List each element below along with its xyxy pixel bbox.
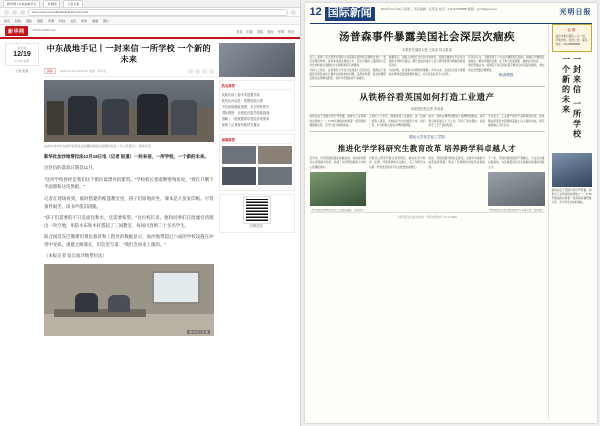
menu-icon[interactable]: [291, 10, 296, 15]
story2-column-group: [310, 115, 545, 128]
article-subbar: [44, 68, 214, 77]
bookmark-item[interactable]: 文化: [70, 18, 77, 23]
rail-video-box: [219, 134, 295, 191]
qr-code-icon: [244, 197, 270, 223]
newspaper-column: [429, 157, 486, 212]
photo-caption: 学院教师在实验室指导研究生开展实验。资料图片: [488, 208, 544, 212]
rail-qr-box: [219, 194, 295, 232]
site-nav-item[interactable]: 国际: [257, 29, 264, 34]
article-date: 12/19: [13, 51, 31, 58]
rail-thumb-row: [222, 146, 292, 164]
newspaper-paragraph: 舆论普遍认为，美国若不能正视并着手解决这些深层次痼疾，类似的社会悲剧恐难避免。: [468, 64, 545, 72]
share-group: [188, 69, 214, 74]
newspaper-body: [310, 24, 592, 419]
site-nav-item[interactable]: 财经: [267, 29, 274, 34]
story2-subtitle: 本报驻伦敦记者 李某某: [310, 106, 545, 115]
article-paragraph: （本报记者 发自加沙地带拉法）: [44, 253, 107, 259]
rail-qr-label: 扫码关注: [250, 224, 263, 229]
page-title: 中东战地手记丨一封来信 一所学校 一个新的未来: [46, 44, 211, 65]
newspaper-footer: 光明日报社出版 国内统一连续出版物号 CN 11-0026: [310, 212, 545, 219]
ad-box: [552, 24, 592, 52]
newspaper-header: [310, 7, 592, 24]
rail-list-item[interactable]: 图解｜一组数据看年度经济成绩单: [221, 117, 270, 122]
browser-tab[interactable]: 新华网 | 中东战地手记: [3, 0, 40, 7]
site-nav-item[interactable]: 首页: [236, 29, 243, 34]
masthead: 光明日报: [559, 9, 592, 16]
newspaper-pane: [301, 0, 600, 426]
newspaper-paragraph: 同时，学院加强导师队伍建设，完善学术诚信与质量监督机制，形成了导师组协同指导的新格局。: [428, 157, 485, 169]
bookmark-item[interactable]: 财经: [37, 18, 44, 23]
bottom-kicker: 湖北大学化学化工学院: [409, 135, 445, 140]
story2-headline: 从铁桥谷看英国如何打造工业遗产: [310, 86, 545, 103]
share-weibo-icon[interactable]: [188, 69, 193, 74]
share-link-icon[interactable]: [209, 69, 214, 74]
rail-thumb[interactable]: [222, 167, 256, 185]
newspaper-page: [305, 3, 597, 423]
vertical-headline: 一封来信 一所学校 一个新的未来: [561, 54, 582, 139]
sidebar-rail: [219, 43, 295, 336]
site-logo[interactable]: 新华网: [5, 26, 28, 36]
lead-headline: 汤普森事件暴露美国社会深层次痼疾: [339, 30, 515, 43]
rail-thumb[interactable]: [258, 167, 292, 185]
rail-list-item[interactable]: 中东局势最新进展：多方呼吁停火: [221, 105, 270, 110]
rail-photo: [552, 153, 592, 187]
article-meta-column: [5, 43, 39, 336]
bookmark-item[interactable]: 国际: [26, 18, 33, 23]
newspaper-paragraph: 下一步，学院将继续推进产教融合，与企业共建实践基地，为区域经济社会发展输送高素质创新人才。: [488, 157, 545, 169]
article-paragraph: 新华社加沙地带拉法12月18日电（记者 报道）一封来信，一所学校，一个新的未来。: [44, 153, 209, 159]
article-paragraph: 记者在现场看到，临时搭建的帐篷教室里，孩子们席地而坐，课本是几张复印纸。尽管条件艰苦，读书声依旧清脆。: [44, 195, 214, 209]
newspaper-column: [310, 115, 367, 128]
article-hero-image: [44, 80, 214, 142]
newspaper-column: [310, 157, 367, 212]
rail-promo-image[interactable]: [219, 43, 295, 77]
newspaper-paragraph: 学院设立跨学科联合培养项目，推动化学与材料、能源、环境等领域交叉融合，近三年研究生以第一作者发表高水平论文数量稳步增长。: [369, 157, 426, 169]
forward-icon[interactable]: [12, 10, 17, 15]
lead-kicker: 纵深观察: [499, 72, 514, 77]
rail-list-item[interactable]: 国际观察：全球经济复苏面临挑战: [221, 111, 270, 116]
reload-icon[interactable]: [20, 10, 25, 15]
newspaper-paragraph: 如今，铁桥谷博物馆群由十座博物馆组成，每年吸引游客逾五十万人次，带动了周边餐饮、住宿和手工艺产业的发展。: [428, 115, 485, 127]
bookmark-item[interactable]: 科技: [59, 18, 66, 23]
ad-title: 公 告: [567, 27, 576, 32]
article-paragraph: 这封信的落款日期是11月。: [44, 165, 97, 171]
newspaper-column: [429, 115, 486, 128]
newspaper-paragraph: 近年来，该学院围绕国家战略需求，持续深化研究生培养模式改革，构建了以科研创新能力为核心的课程体系。: [309, 157, 366, 169]
bookmark-item[interactable]: 首页: [4, 18, 11, 23]
article-tag[interactable]: 国际: [44, 68, 56, 74]
share-qq-icon[interactable]: [202, 69, 207, 74]
rail-list-item[interactable]: 视频丨记者探访临时安置点: [221, 123, 260, 128]
divider: [310, 131, 545, 132]
browser-toolbar: [0, 8, 300, 17]
newspaper-paragraph: 专家表示，工业遗产保护不是简单的封存，而是要在保留历史肌理的基础上注入新的功能，使其重新融入当代生活。: [488, 115, 545, 127]
newspaper-column: [488, 115, 545, 128]
bookmark-item[interactable]: 健康: [92, 18, 99, 23]
lead-subtitle: 本报驻华盛顿记者 王某某 综合报道: [310, 47, 545, 56]
newspaper-paragraph: 上世纪六十年代，随着传统工业衰退，这一区域一度陷入萧条。当地政府与社会组织合作，将旧厂房、矿井和码头改造为博物馆群落。: [369, 115, 426, 127]
article-paragraph: "孩子们需要的不只是面包和水，还需要希望。"这位校长说，他和同事们在废墟旁清理出一块空地，用防水布和木杆搭起了三间教室，每间可容纳二十多名学生。: [44, 215, 214, 228]
newspaper-paragraph: 铁桥谷位于英国中部什罗普郡，被誉为工业革命的发源地之一。1779年建成的世界第一座铸铁桥横跨塞文河，至今仍是当地的地标。: [309, 115, 366, 127]
newspaper-paragraph: 与此同时，枪支暴力问题依然难解。今年以来，全美发生的大规模枪击事件数量继续维持高位，社会治安状况令人担忧。: [388, 68, 466, 76]
newspaper-paragraph: 数据显示，美国人均医疗支出居全球首位，但国民健康水平在发达国家中却排名靠后。超过四成的成年人表示曾因费用问题推迟或放弃治疗。: [388, 55, 466, 68]
article-subinfo: 2023-12-19 14:30:22 来源：新华社: [60, 69, 107, 74]
bottom-photo: [488, 172, 545, 206]
article-time: 14:30 来源: [14, 59, 30, 63]
bookmark-item[interactable]: 军事: [48, 18, 55, 23]
section-title: 国际新闻: [325, 7, 375, 21]
rail-video-title: 视频推荐: [222, 137, 292, 144]
newspaper-meta: 2023年12月19日 星期二 责任编辑：张某某 电话：010-67078888 邮箱：gmrb@gmw.cn: [380, 7, 497, 11]
site-nav-item[interactable]: 军事: [277, 29, 285, 34]
site-logo-subtitle: XINHUANET.com: [32, 28, 57, 33]
browser-tab[interactable]: 人民日报: [63, 0, 83, 7]
photo-caption: 图为铁桥谷博物馆内的工业遗存展陈。资料图片: [311, 208, 364, 212]
article-paragraph: "这所学校曾经是我们这个街区最漂亮的建筑。"学校校长指着断壁残垣说，"现在只剩下半面墙和这块黑板。": [44, 176, 214, 190]
rail-thumb[interactable]: [258, 146, 292, 164]
bottom-headline: 推进化学学科研究生教育改革 培养跨学科卓越人才: [337, 144, 517, 154]
article-layout: [0, 39, 300, 336]
rail-thumb[interactable]: [222, 146, 256, 164]
bottom-photo: [310, 172, 367, 206]
newspaper-paragraph: 近日，美国一家大型医疗保险公司高管在纽约街头遭枪击身亡一案引发舆论哗然。案件本身尚在调查之中，但社交媒体上涌现的大量评论却折射出美国社会长期积累的不满情绪。: [309, 55, 386, 68]
rail-text: 铁桥谷位于英国中部什罗普郡，被誉为工业革命的发源地之一。1779年建成的世界第一座铸铁桥横跨塞文河，至今仍是当地的地标。: [551, 188, 592, 205]
site-nav-item[interactable]: 科技: [288, 29, 295, 34]
page-number: 12: [309, 6, 322, 18]
bookmark-item[interactable]: 体育: [81, 18, 88, 23]
newspaper-column: [369, 157, 426, 212]
address-bar[interactable]: www.news.cn/world/20231219/xxxx/c.html: [28, 9, 288, 16]
rail-list-item[interactable]: 权威访谈丨稳中求进看开局: [221, 93, 260, 97]
ad-text: 兹有本单位遗失公章一枚，声明作废。特此公告。联系电话：010-88888888: [555, 34, 588, 47]
article-image-badge: 新华社记者 摄: [189, 329, 209, 334]
rail-list-item[interactable]: 新华社评论员：把握发展大势: [221, 99, 263, 104]
newspaper-column: [369, 115, 426, 128]
article-image-caption: 这是12月15日在加沙地带拉法拍摄的被战火损毁的校舍（无人机照片）。新华社发: [44, 144, 152, 149]
share-wechat-icon[interactable]: [195, 69, 200, 74]
bookmark-item[interactable]: 图片: [103, 18, 110, 23]
article-second-image: [44, 264, 214, 336]
rail-hot-box: [219, 80, 295, 131]
back-icon[interactable]: [4, 10, 9, 15]
newspaper-paragraph: 分析人士指出，这起事件之所以引发如此广泛的讨论，根源在于美国医疗保险体系长期存在的结构性问题。高昂的保费、复杂的理赔流程以及频繁的拒赔，使许多普通家庭不堪重负。: [309, 68, 386, 81]
article-body-column: [44, 43, 214, 336]
site-nav: [236, 29, 294, 34]
browser-tabstrip[interactable]: [0, 0, 300, 8]
bookmarks-bar: [0, 17, 300, 25]
newspaper-main-columns: [310, 24, 545, 419]
newspaper-column: [389, 56, 465, 82]
newspaper-right-rail: [548, 24, 592, 419]
browser-tab[interactable]: 央视网: [43, 0, 60, 7]
newspaper-paragraph: 有评论认为，当制度性不公与社会撕裂相互叠加，极端行为便更容易滋生。解决问题的关键，在于弥合贫富差距、重建社会信任。: [468, 55, 545, 64]
article-paragraph: 联合国近东巴勒斯坦难民救济和工程处的数据显示，加沙地带超过六成的学校设施在冲突中受损。重建之路漫长，但信里写道："我们会回来上课的。": [44, 234, 214, 247]
lead-column-group: [310, 56, 545, 82]
article-author: 记者 报道: [15, 69, 29, 73]
newspaper-column: [310, 56, 386, 82]
article-source: 新华社: [17, 46, 27, 50]
article-date-box: [5, 43, 39, 66]
newspaper-column: [468, 56, 544, 82]
site-nav-item[interactable]: 时政: [246, 29, 253, 34]
site-header: [0, 25, 300, 39]
rail-hot-title: 热点推荐: [222, 83, 292, 90]
bottom-column-group: [310, 157, 545, 212]
bookmark-item[interactable]: 时政: [15, 18, 22, 23]
newspaper-column: [488, 157, 545, 212]
rail-thumb-row: [222, 167, 292, 185]
